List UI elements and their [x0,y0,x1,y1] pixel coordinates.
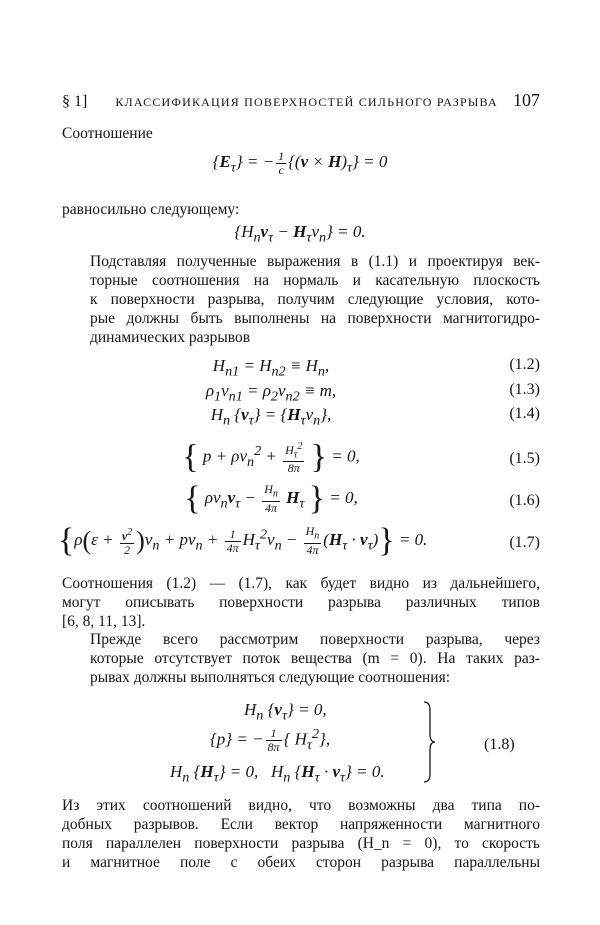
text-line: рывах должны выполняться следующие соотношения: [90,669,451,686]
text-line: [6, 8, 11, 13]. [62,613,146,630]
equation-number: (1.4) [509,405,540,422]
paragraph-final [62,796,540,872]
system-line: {p} = − $\frac{1}{8\pi}$ { $H_\tau^2$}, [210,726,331,755]
equation-number: (1.6) [509,492,540,509]
equation-body: { $\rho v_nv_\tau$ − $\frac{H_n}{4\pi}$ $H_\tau$ } = 0, [184,480,358,517]
equation-1-2 [62,356,540,380]
page-number: 107 [513,90,540,110]
equation-body: { $p + \rho v_n^2$ + $\frac{H_\tau^2}{8\pi}$ } = 0, [182,438,360,476]
text-line: торные соотношения на нормаль и касательную плоскость [90,272,540,289]
equation-body: {ρ(ε + $\frac{v^2}{2}$ )$v_n + pv_n$ + $\frac{1}{4\pi}$ $H_\tau^2v_n$ − $\frac{H_n}{4\pi}$ $(H_\tau \cdot v_\tau)\} = 0$. [58,522,428,559]
section-marker: § 1] [62,93,88,110]
equation-number: (1.3) [509,381,540,398]
paragraph-intro: Соотношение [62,125,153,142]
equation-number: (1.5) [509,450,540,467]
text-line: динамических разрывов [90,329,251,346]
running-title: КЛАССИФИКАЦИЯ ПОВЕРХНОСТЕЙ СИЛЬНОГО РАЗРЫВА [115,95,498,109]
equation-1-4 [62,405,540,429]
equation-body: $H_{n1} = H_{n2} \equiv H_n$, [212,356,330,380]
running-header [62,90,540,111]
formula-electric-field-content: $\{E_\tau\}$ = − $\frac{1}{c}$ $\{(v \times H)_\tau\} = 0$ [212,149,388,177]
equation-number: (1.8) [484,736,515,753]
paragraph-first [62,630,540,687]
text-line: которые отсутствует поток вещества (m = 0). На таких раз- [90,650,540,667]
equation-1-5 [62,440,540,480]
right-brace-icon [422,700,436,784]
system-line: $H_n$ $\{v_\tau\} = 0$, [244,700,327,724]
equation-body: $H_n$ $\{v_\tau\} = \{H_\tau v_n\}$, [210,405,332,429]
text-line: добных разрывов. Если вектор напряженности магнитного [62,816,540,833]
equation-1-3 [62,381,540,405]
text-line: могут описывать поверхности разрыва различных типов [62,594,540,611]
paragraph-substitute [62,252,540,347]
text-line: Подставляя полученные выражения в (1.1) и проектируя век- [90,253,540,270]
text-line: Соотношения (1.2) — (1.7), как будет видно из дальнейшего, [62,575,540,592]
text-line: и магнитное поле с обеих сторон разрыва параллельны [62,854,540,871]
text-line: Из этих соотношений видно, что возможны два типа по- [62,797,540,814]
text-line: поля параллелен поверхности разрыва (H_n = 0), то скорость [62,835,540,852]
paragraph-relations [62,574,540,631]
text-line: рые должны быть выполнены на поверхности магнитогидро- [90,310,540,327]
equation-body: $\rho_1v_{n1} = \rho_2v_{n2} \equiv m$, [205,381,337,405]
text-line: к поверхности разрыва, получим следующие условия, кото- [90,291,540,308]
paragraph-equivalent: равносильно следующему: [62,201,240,218]
equation-1-7 [58,524,540,564]
formula-electric-field [0,150,600,177]
equation-number: (1.7) [509,534,540,551]
formula-equivalent-content: $\{H_nv_\tau - H_\tau v_n\} = 0$. [234,222,366,246]
equation-1-6 [62,482,540,522]
equation-number: (1.2) [509,356,540,373]
formula-equivalent [0,222,600,246]
text-line: Прежде всего рассмотрим поверхности разрыва, через [90,631,540,648]
system-line: $H_n$ $\{H_\tau\} = 0$, $H_n$ $\{H_\tau \cdot v_\tau\} = 0$. [170,762,385,786]
